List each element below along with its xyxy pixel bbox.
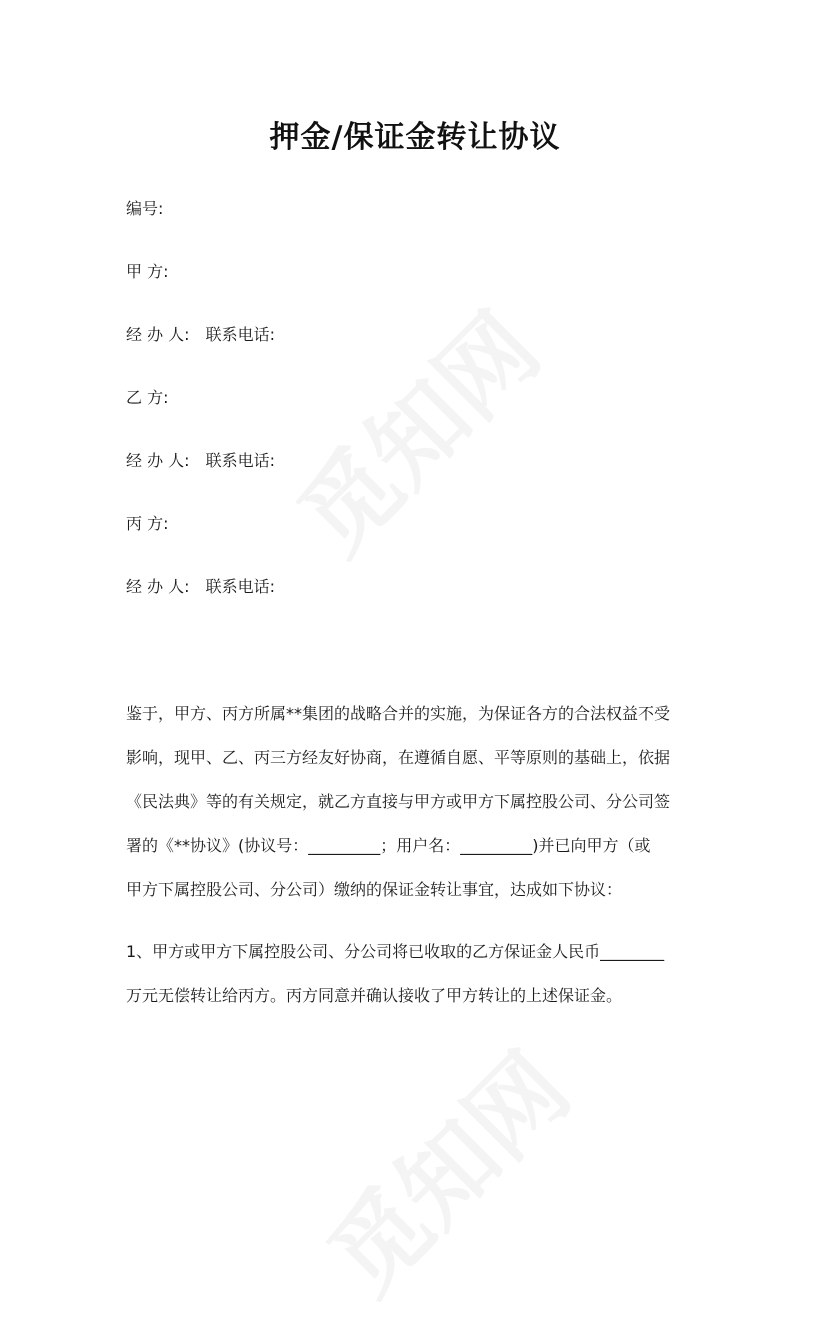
field-agent-1 xyxy=(126,324,275,346)
field-number-label: 编号: xyxy=(126,199,164,218)
paragraph-line: 鉴于，甲方、丙方所属**集团的战略合并的实施，为保证各方的合法权益不受 xyxy=(126,704,671,723)
field-party-a xyxy=(126,261,168,283)
paragraph-line: 《民法典》等的有关规定，就乙方直接与甲方或甲方下属控股公司、分公司签 xyxy=(126,792,671,811)
paragraph-line: 甲方下属控股公司、分公司）缴纳的保证金转让事宜，达成如下协议： xyxy=(126,880,623,899)
paragraph-line: 1、甲方或甲方下属控股公司、分公司将已收取的乙方保证金人民币________ xyxy=(126,942,665,961)
field-number xyxy=(126,198,163,220)
preamble-paragraph xyxy=(126,692,706,912)
watermark xyxy=(294,1018,595,1319)
watermark xyxy=(264,278,565,579)
paragraph-line: 署的《**协议》(协议号：_________；用户名：_________)并已向甲方（或 xyxy=(126,836,651,855)
phone-label: 联系电话: xyxy=(205,577,275,596)
field-party-c-label: 丙 方: xyxy=(126,514,169,533)
document-title: 押金/保证金转让协议 xyxy=(269,120,561,155)
phone-label: 联系电话: xyxy=(205,325,275,344)
field-agent-3 xyxy=(126,576,275,598)
clause-1-paragraph xyxy=(126,930,706,1018)
paragraph-line: 影响，现甲、乙、丙三方经友好协商，在遵循自愿、平等原则的基础上，依据 xyxy=(126,748,671,767)
agent-label: 经 办 人: xyxy=(126,577,190,596)
agent-label: 经 办 人: xyxy=(126,451,190,470)
field-party-a-label: 甲 方: xyxy=(126,262,169,281)
paragraph-line: 万元无偿转让给丙方。丙方同意并确认接收了甲方转让的上述保证金。 xyxy=(126,986,623,1005)
agent-label: 经 办 人: xyxy=(126,325,190,344)
field-party-b-label: 乙 方: xyxy=(126,388,169,407)
field-agent-2 xyxy=(126,450,275,472)
field-party-c xyxy=(126,513,168,535)
field-party-b xyxy=(126,387,168,409)
phone-label: 联系电话: xyxy=(205,451,275,470)
